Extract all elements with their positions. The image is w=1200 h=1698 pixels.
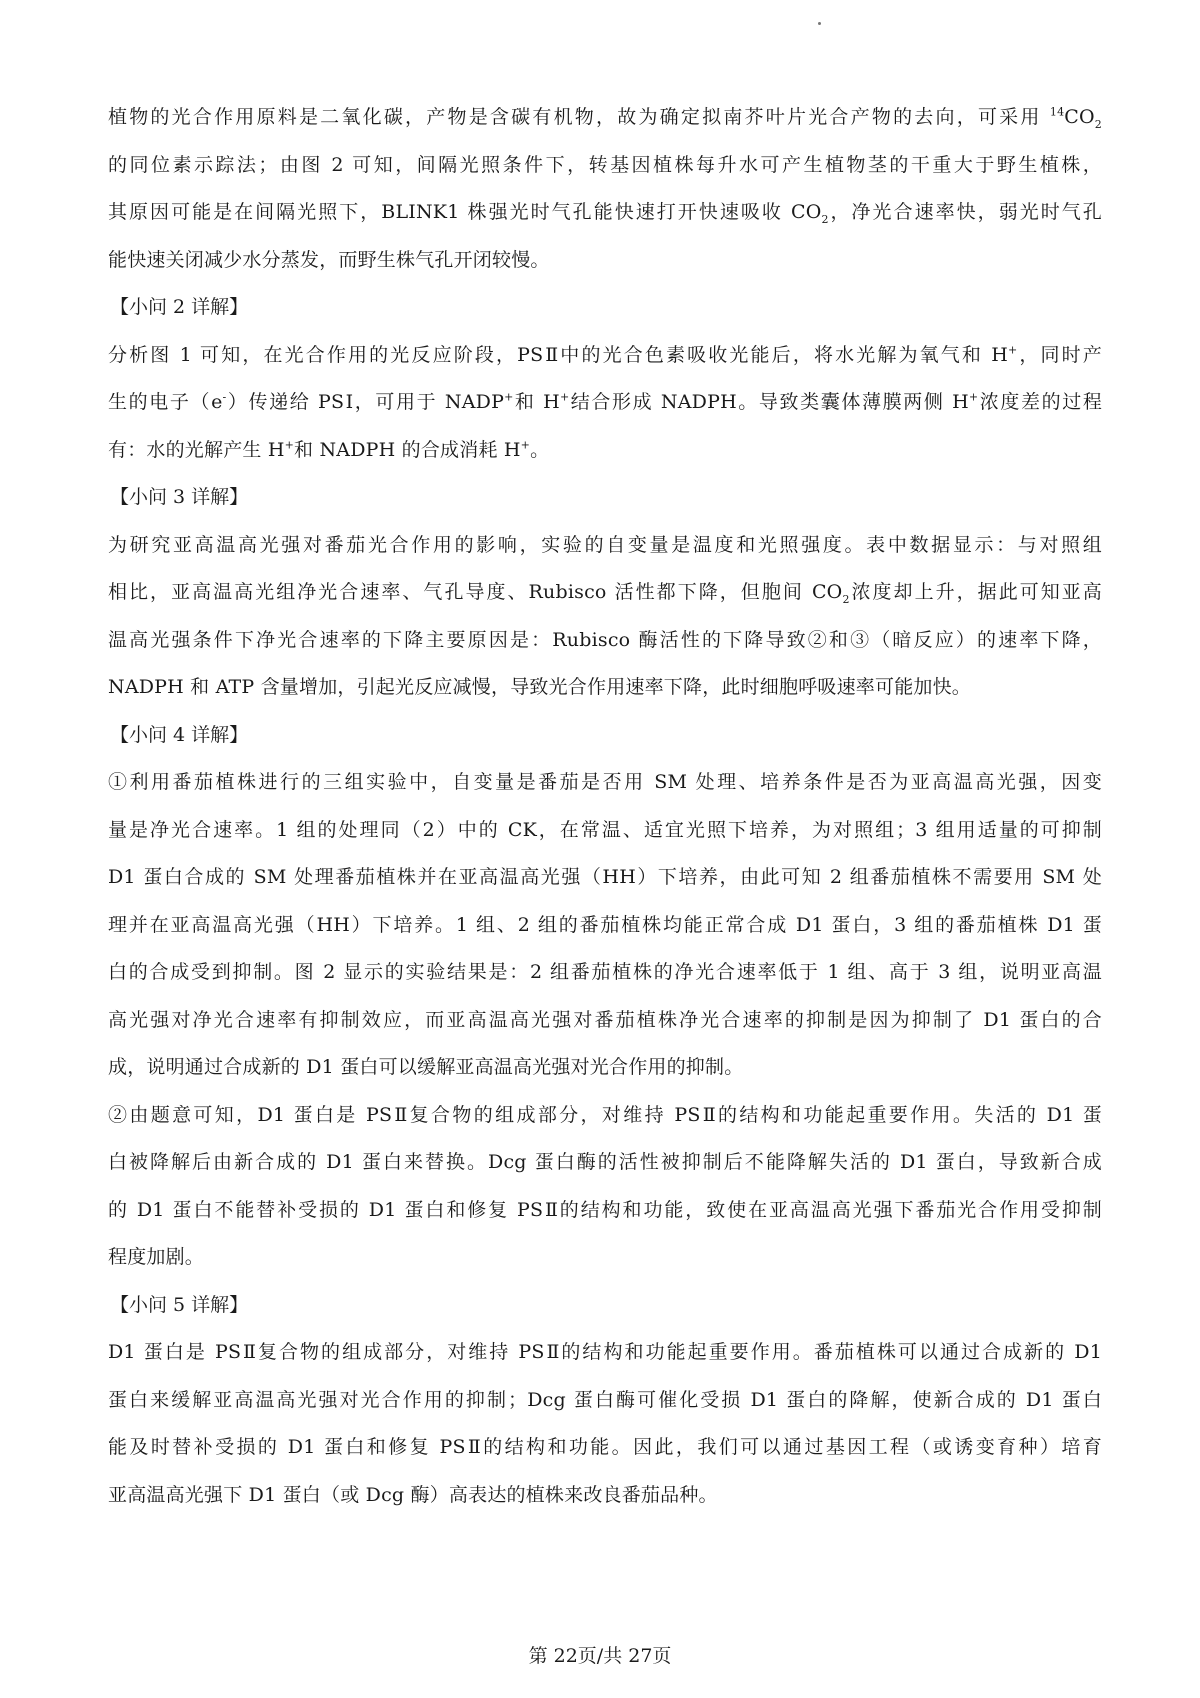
superscript: + bbox=[520, 438, 531, 452]
text-run: 蛋白来缓解亚高温高光强对光合作用的抑制；Dcg 蛋白酶可催化受损 D1 蛋白的降解，使新合成的 D1 蛋白 bbox=[108, 1388, 1102, 1411]
section-heading: 【小问 3 详解】 bbox=[110, 486, 249, 508]
text-run: ，同时产 bbox=[1017, 343, 1102, 366]
text-run: 相比，亚高温高光组净光合速率、气孔导度、Rubisco 活性都下降，但胞间 CO bbox=[108, 581, 843, 603]
text-line bbox=[108, 949, 1102, 997]
text-line bbox=[108, 1424, 1102, 1472]
text-line bbox=[108, 902, 1102, 950]
text-line bbox=[108, 1377, 1102, 1425]
subscript: 2 bbox=[821, 212, 829, 226]
text-run: 为研究亚高温高光强对番茄光合作用的影响，实验的自变量是温度和光照强度。表中数据显示：与对照组 bbox=[108, 533, 1102, 556]
text-line bbox=[108, 142, 1102, 190]
text-line bbox=[108, 237, 1102, 285]
text-run: 结合形成 NADPH。导致类囊体薄膜两侧 H bbox=[569, 391, 969, 413]
text-run: 能及时替补受损的 D1 蛋白和修复 PSⅡ的结构和功能。因此，我们可以通过基因工程（或诱变育种）培育 bbox=[108, 1436, 1102, 1458]
text-line bbox=[108, 332, 1102, 380]
subscript: 2 bbox=[842, 592, 850, 606]
scan-dot-mark bbox=[818, 22, 821, 25]
text-run: 亚高温高光强下 D1 蛋白（或 Dcg 酶）高表达的植株来改良番茄品种。 bbox=[108, 1483, 718, 1506]
text-line bbox=[108, 1329, 1102, 1377]
section-heading: 【小问 5 详解】 bbox=[110, 1293, 249, 1316]
text-run: 浓度差的过程 bbox=[978, 391, 1103, 413]
text-run: 白的合成受到抑制。图 2 显示的实验结果是：2 组番茄植株的净光合速率低于 1 组、高于 3 组，说明亚高温 bbox=[108, 961, 1102, 983]
text-run: 理并在亚高温高光强（HH）下培养。1 组、2 组的番茄植株均能正常合成 D1 蛋白，3 组的番茄植株 D1 蛋 bbox=[108, 913, 1102, 936]
section-heading: 【小问 2 详解】 bbox=[110, 296, 249, 318]
text-run: 程度加剧。 bbox=[108, 1246, 205, 1268]
text-run: 成，说明通过合成新的 D1 蛋白可以缓解亚高温高光强对光合作用的抑制。 bbox=[108, 1056, 744, 1078]
text-run: 能快速关闭减少水分蒸发，而野生株气孔开闭较慢。 bbox=[108, 248, 550, 271]
text-line bbox=[108, 1044, 1102, 1092]
text-line bbox=[108, 522, 1102, 570]
text-run: 的 D1 蛋白不能替补受损的 D1 蛋白和修复 PSⅡ的结构和功能，致使在亚高温高光强下番茄光合作用受抑制 bbox=[108, 1198, 1102, 1221]
text-line bbox=[108, 617, 1102, 665]
text-line bbox=[108, 1187, 1102, 1235]
text-line bbox=[108, 1234, 1102, 1282]
superscript: + bbox=[284, 438, 295, 452]
text-run: ，净光合速率快，弱光时气孔 bbox=[828, 201, 1102, 223]
text-run: NADPH 和 ATP 含量增加，引起光反应减慢，导致光合作用速率下降，此时细胞呼吸速率可能加快。 bbox=[108, 676, 971, 698]
text-run: 的同位素示踪法；由图 2 可知，间隔光照条件下，转基因植株每升水可产生植物茎的干重大于野生植株， bbox=[108, 153, 1102, 176]
superscript: + bbox=[968, 390, 979, 404]
text-run: 。 bbox=[530, 438, 550, 461]
text-run: 分析图 1 可知，在光合作用的光反应阶段，PSⅡ中的光合色素吸收光能后，将水光解为氧气和 H bbox=[108, 343, 1009, 366]
text-run: 其原因可能是在间隔光照下，BLINK1 株强光时气孔能快速打开快速吸收 CO bbox=[108, 201, 822, 223]
text-run: ②由题意可知，D1 蛋白是 PSⅡ复合物的组成部分，对维持 PSⅡ的结构和功能起重要作用。失活的 D1 蛋 bbox=[108, 1103, 1102, 1126]
text-run: 植物的光合作用原料是二氧化碳，产物是含碳有机物，故为确定拟南芥叶片光合产物的去向，可采用 bbox=[108, 106, 1050, 128]
text-run: ①利用番茄植株进行的三组实验中，自变量是番茄是否用 SM 处理、培养条件是否为亚高温高光强，因变 bbox=[108, 771, 1102, 793]
text-run: 高光强对净光合速率有抑制效应，而亚高温高光强对番茄植株净光合速率的抑制是因为抑制了 D1 蛋白的合 bbox=[108, 1008, 1102, 1031]
text-run: 量是净光合速率。1 组的处理同（2）中的 CK，在常温、适宜光照下培养，为对照组；3 组用适量的可抑制 bbox=[108, 818, 1102, 841]
page-number-footer: 第 22页/共 27页 bbox=[528, 1645, 672, 1667]
text-line bbox=[108, 569, 1102, 617]
text-run: ）传递给 PSⅠ，可用于 NADP bbox=[226, 391, 505, 413]
text-run: 有：水的光解产生 H bbox=[108, 438, 285, 461]
text-line bbox=[108, 189, 1102, 237]
text-line bbox=[108, 379, 1102, 427]
text-run: CO bbox=[1064, 106, 1095, 128]
text-run: D1 蛋白是 PSⅡ复合物的组成部分，对维持 PSⅡ的结构和功能起重要作用。番茄植株可以通过合成新的 D1 bbox=[108, 1341, 1102, 1363]
section-heading: 【小问 4 详解】 bbox=[110, 723, 249, 746]
text-run: D1 蛋白合成的 SM 处理番茄植株并在亚高温高光强（HH）下培养，由此可知 2 组番茄植株不需要用 SM 处 bbox=[108, 866, 1102, 888]
superscript: + bbox=[504, 390, 514, 404]
superscript: 14 bbox=[1049, 105, 1065, 119]
superscript: + bbox=[1008, 343, 1018, 357]
text-run: 温高光强条件下净光合速率的下降主要原因是：Rubisco 酶活性的下降导致②和③（暗反应）的速率下降， bbox=[108, 628, 1102, 651]
text-run: 和 H bbox=[513, 391, 560, 413]
text-run: 生的电子（e bbox=[108, 391, 223, 413]
superscript: + bbox=[559, 390, 570, 404]
text-line bbox=[108, 1139, 1102, 1187]
text-run: 白被降解后由新合成的 D1 蛋白来替换。Dcg 蛋白酶的活性被抑制后不能降解失活的 D1 蛋白，导致新合成 bbox=[108, 1151, 1102, 1173]
text-line bbox=[108, 807, 1102, 855]
subscript: 2 bbox=[1094, 117, 1102, 131]
text-line bbox=[108, 1092, 1102, 1140]
text-line bbox=[108, 664, 1102, 712]
document-body bbox=[108, 94, 1102, 1519]
text-line bbox=[108, 759, 1102, 807]
text-line bbox=[108, 427, 1102, 475]
text-run: 和 NADPH 的合成消耗 H bbox=[294, 438, 521, 461]
text-run: 浓度却上升，据此可知亚高 bbox=[849, 581, 1103, 603]
text-line bbox=[108, 94, 1102, 142]
text-line bbox=[108, 1472, 1102, 1520]
superscript: - bbox=[222, 390, 227, 404]
text-line bbox=[108, 854, 1102, 902]
text-line bbox=[108, 997, 1102, 1045]
